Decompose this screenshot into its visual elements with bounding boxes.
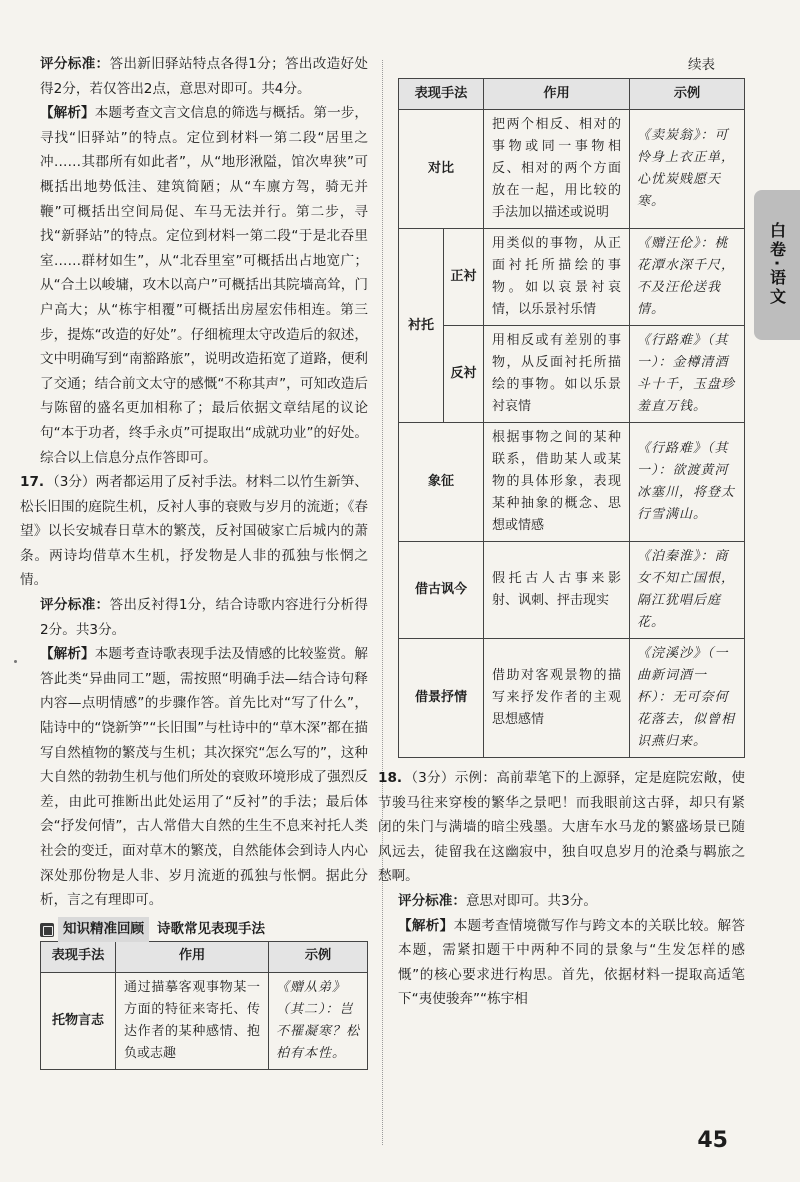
technique-example: 《浣溪沙》（一曲新词酒一杯）：无可奈何花落去，似曾相识燕归来。	[630, 639, 745, 758]
answer-text: （3分）两者都运用了反衬手法。材料二以竹生新笋、松长旧围的庭院生机，反衬人事的衰败与岁月的流逝；《春望》以长安城春日草木的繁茂，反衬国破家亡后城内的萧条。两诗均借草木生机，抒发物是人非的孤独与怅惘之情。	[20, 474, 368, 589]
technique-effect: 把两个相反、相对的事物或同一事物相反、相对的两个方面放在一起，用比较的手法加以描述或说明	[484, 110, 630, 229]
table-header-row	[41, 941, 368, 972]
technique-name: 象征	[399, 423, 484, 542]
standard-label: 评分标准：	[40, 56, 110, 72]
table-row	[399, 542, 745, 639]
knowledge-review-header	[40, 919, 368, 941]
answer-text: （3分）示例：高前辈笔下的上源驿，定是庭院宏敞，使节骏马往来穿梭的繁华之景吧！而我眼前这古驿，却只有紧闭的朱门与满墙的暗尘残墨。大唐车水马龙的繁盛场景已随风远去，徒留我在这幽寂中，独自叹息岁月的沧桑与羁旅之愁啊。	[378, 770, 745, 885]
technique-name: 托物言志	[41, 972, 116, 1069]
standard-text: 答出新旧驿站特点各得1分；答出改造好处得2分，若仅答出2点，意思对即可。共4分。	[40, 56, 369, 97]
book-icon	[40, 923, 54, 937]
technique-effect: 根据事物之间的某种联系，借助某人或某物的具体形象，表现某种抽象的概念、思想或情感	[484, 423, 630, 542]
answer-16-standard	[40, 52, 368, 101]
question-number: 18.	[378, 770, 403, 786]
table-row	[399, 423, 745, 542]
technique-subtype: 正衬	[443, 229, 483, 326]
technique-name: 借景抒情	[399, 639, 484, 758]
technique-effect: 借助对客观景物的描写来抒发作者的主观思想感情	[484, 639, 630, 758]
header-effect: 作用	[484, 79, 630, 110]
table-row	[399, 110, 745, 229]
technique-effect: 用相反或有差别的事物，从反面衬托所描绘的事物。如以乐景衬哀情	[484, 326, 630, 423]
technique-name: 对比	[399, 110, 484, 229]
table-header-row	[399, 79, 745, 110]
analysis-label: 【解析】	[40, 646, 95, 663]
standard-label: 评分标准：	[40, 597, 110, 614]
technique-example: 《行路难》（其一）：欲渡黄河冰塞川，将登太行雪满山。	[630, 423, 745, 542]
header-example: 示例	[630, 79, 745, 110]
answer-16-analysis	[40, 101, 368, 470]
technique-example: 《赠从弟》（其二）：岂不罹凝寒？松柏有本性。	[269, 972, 368, 1069]
analysis-text: 本题考查诗歌表现手法及情感的比较鉴赏。解答此类“异曲同工”题，需按照“明确手法—结合诗句释内容—点明情感”的步骤作答。首先比对“写了什么”，陆诗中的“饶新笋”“长旧围”与杜诗中的“草木深”都在描写自然植物的繁茂与生机；其次探究“怎么写的”，这种大自然的勃勃生机与他们所处的衰败环境形成了强烈反差，由此可推断出此处运用了“反衬”的手法；最后体会“抒发何情”，古人常借大自然的生生不息来衬托人类社会的变迁，面对草木的繁茂，自然能体会到诗人内心深处那份物是人非、岁月流逝的孤独与怅惘。据此分析，言之有理即可。	[40, 646, 369, 909]
standard-label: 评分标准：	[398, 892, 466, 909]
analysis-text: 本题考查情境微写作与跨文本的关联比较。解答本题，需紧扣题干中两种不同的景象与“生发怎样的感慨”的核心要求进行构思。首先，依据材料一提取高适笔下“夷使骏奔”“栋宇相	[398, 917, 746, 1008]
analysis-label: 【解析】	[398, 917, 454, 934]
analysis-label: 【解析】	[40, 105, 95, 122]
margin-dot	[14, 660, 17, 663]
technique-example: 《行路难》（其一）：金樽清酒斗十千，玉盘珍羞直万钱。	[630, 326, 745, 423]
technique-example: 《泊秦淮》：商女不知亡国恨，隔江犹唱后庭花。	[630, 542, 745, 639]
technique-effect: 假托古人古事来影射、讽刺、抨击现实	[484, 542, 630, 639]
table-row	[399, 639, 745, 758]
knowledge-tag: 知识精准回顾	[58, 917, 149, 942]
right-column	[378, 52, 746, 1012]
technique-name: 衬托	[399, 229, 444, 423]
technique-example: 《卖炭翁》：可怜身上衣正单，心忧炭贱愿天寒。	[630, 110, 745, 229]
technique-subtype: 反衬	[443, 326, 483, 423]
technique-name: 借古讽今	[399, 542, 484, 639]
standard-text: 答出反衬得1分，结合诗歌内容进行分析得2分。共3分。	[40, 597, 369, 638]
analysis-text: 本题考查文言文信息的筛选与概括。第一步，寻找“旧驿站”的特点。定位到材料一第二段“居里之冲……其郡所有如此者”，从“地形湫隘，馆次卑狭”可概括出地势低洼、建筑简陋；从“车廪方驾，骑无并鞭”可概括出空间局促、车马无法并行。第二步，寻找“新驿站”的特点。定位到材料一第二段“于是北吞里室……群材如生”，从“北吞里室”可概括出占地宽广；从“合土以峻墉，攻木以高户”可概括出其院墙高耸，门户高大；从“栋宇相覆”可概括出房屋宏伟相连。第三步，提炼“改造的好处”。仔细梳理太守改造后的叙述，文中明确写到“南豁路旅”，说明改造拓宽了道路，便利了交通；结合前文太守的感慨“不称其声”，可知改造后与陈留的盛名更加相称了；最后依据文章结尾的议论句“本于功者，终手永贞”可提取出“成就功业”的好处。综合以上信息分点作答即可。	[40, 105, 369, 466]
standard-text: 意思对即可。共3分。	[465, 892, 597, 909]
header-technique: 表现手法	[399, 79, 484, 110]
technique-effect: 用类似的事物，从正面衬托所描绘的事物。如以哀景衬哀情，以乐景衬乐情	[484, 229, 630, 326]
table-row	[399, 229, 745, 326]
answer-17	[20, 470, 368, 593]
side-tab-label: 白卷·语文	[767, 222, 787, 308]
answer-18-analysis	[398, 914, 745, 1012]
technique-effect: 通过描摹客观事物某一方面的特征来寄托、传达作者的某种感情、抱负或志趣	[116, 972, 269, 1069]
answer-18	[378, 766, 745, 889]
answer-18-standard	[398, 889, 745, 914]
header-technique: 表现手法	[41, 941, 116, 972]
subject-side-tab	[754, 190, 800, 340]
page-number: 45	[697, 1128, 728, 1153]
table-row	[41, 972, 368, 1069]
knowledge-title: 诗歌常见表现手法	[157, 921, 265, 938]
answer-17-standard	[40, 593, 368, 642]
question-number: 17.	[20, 474, 45, 491]
header-effect: 作用	[116, 941, 269, 972]
answer-17-analysis	[40, 642, 368, 913]
table-continued-label: 续表	[688, 57, 715, 73]
techniques-table-part2	[398, 78, 745, 758]
header-example: 示例	[269, 941, 368, 972]
column-divider	[382, 60, 383, 1145]
table-row	[399, 326, 745, 423]
techniques-table-part1	[40, 941, 368, 1070]
technique-example: 《赠汪伦》：桃花潭水深千尺，不及汪伦送我情。	[630, 229, 745, 326]
left-column	[20, 52, 369, 1070]
